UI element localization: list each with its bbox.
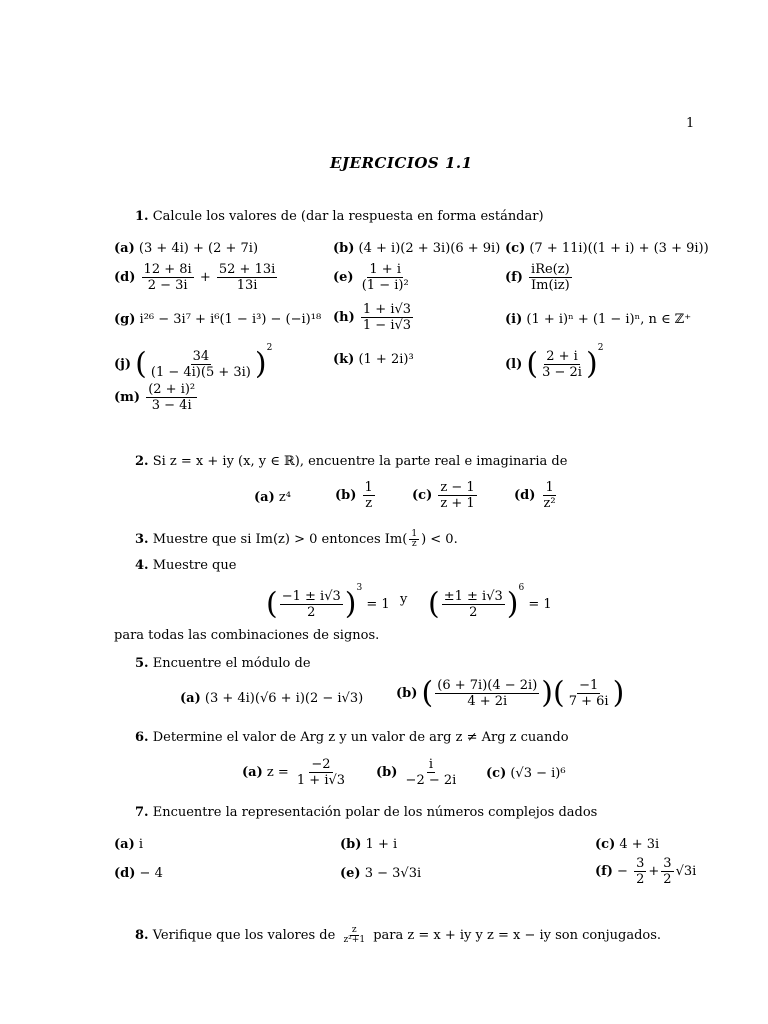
right-paren: ) [612,675,625,711]
denominator: 13i [236,278,258,293]
fraction [361,302,413,333]
ex2-item-c [412,480,479,511]
fraction [149,349,253,380]
fraction [360,262,411,293]
item-expr: (1 + i)ⁿ + (1 − i)ⁿ, n ∈ ℤ⁺ [526,312,692,327]
denominator: 2 − 3i [147,278,188,293]
denominator: 2 [636,872,645,887]
item-expr: − 4 [139,866,163,881]
ex1-item-l [505,340,603,380]
ex6-item-a [242,757,349,788]
numerator: 1 [545,480,554,495]
exercise-text: Muestre que si Im(z) > 0 entonces Im( [152,532,408,547]
item-expr: z⁴ [278,490,291,505]
exercise-number: 1. [135,209,149,224]
ex1-item-g [114,312,321,328]
ex7-item-e [340,866,421,882]
item-prefix: z = [266,765,289,780]
item-label: (k) [333,352,355,367]
fraction [363,480,375,511]
denominator: z²+1 [343,935,366,945]
exercise-text: Muestre que [152,558,237,573]
numerator: −1 [579,678,599,693]
numerator: 1 + i√3 [362,302,412,317]
item-label: (f) [595,864,613,879]
denominator: (1 − 4i)(5 + 3i) [150,365,251,380]
equals: = 1 [366,597,390,612]
ex4-after-text: para todas las combinaciones de signos. [114,628,380,643]
operator: + [648,864,660,879]
fraction [438,480,476,511]
ex2-item-a [254,490,291,506]
item-expr: (1 + 2i)³ [358,352,414,367]
fraction [442,589,505,620]
numerator: −1 ± i√3 [281,589,341,604]
denominator: z [411,539,417,549]
item-prefix: − [617,864,628,879]
left-paren: ( [526,346,539,382]
item-label: (c) [595,837,616,852]
item-expr: i [138,837,144,852]
exponent: 2 [597,343,604,353]
ex1-item-m [114,382,199,413]
ex4-connector: y [400,592,408,607]
exponent: 2 [266,343,273,353]
fraction [435,678,539,709]
item-label: (j) [114,357,132,372]
exercise-3-statement [135,530,458,549]
exercise-number: 2. [135,454,149,469]
exponent: 6 [518,583,525,593]
left-paren: ( [135,346,147,382]
ex1-item-k [333,352,414,368]
numerator: ±1 ± i√3 [443,589,503,604]
exponent: 3 [356,583,363,593]
operator: + [199,270,211,285]
exercise-number: 4. [135,558,149,573]
item-label: (h) [333,310,355,325]
item-label: (b) [376,765,398,780]
exercise-text: Calcule los valores de (dar la respuesta en forma estándar) [152,209,544,224]
denominator: 2 [663,872,672,887]
item-label: (b) [333,241,355,256]
item-label: (f) [505,270,523,285]
item-expr: i²⁶ − 3i⁷ + i⁶(1 − i³) − (−i)¹⁸ [139,312,322,327]
exercise-text: Encuentre el módulo de [152,656,311,671]
fraction [529,262,572,293]
item-label: (c) [486,766,507,781]
item-label: (i) [505,312,523,327]
item-expr: (3 + 4i) + (2 + 7i) [138,241,259,256]
ex1-item-f [505,262,574,293]
ex7-item-b [340,837,397,853]
ex7-item-d [114,866,163,882]
item-expr: 3 − 3√3i [364,866,422,881]
fraction [567,678,611,709]
left-paren: ( [266,586,278,622]
exercise-number: 6. [135,730,149,745]
ex5-item-a [180,691,363,707]
left-paren: ( [553,675,565,711]
right-paren: ) [344,586,357,622]
denominator: (1 − i)² [361,278,409,293]
exercise-text: Verifique que los valores de [152,928,336,943]
ex1-item-c [505,241,709,257]
numerator: 2 + i [546,349,578,364]
equals: = 1 [528,597,552,612]
item-label: (l) [505,357,523,372]
exercise-number: 3. [135,532,149,547]
numerator: 1 [364,480,373,495]
denominator: 1 + i√3 [296,773,346,788]
exercise-text: ) < 0. [421,532,458,547]
fraction [341,926,367,945]
ex1-item-i [505,312,691,328]
item-label: (c) [505,241,526,256]
ex7-item-c [595,837,659,853]
ex5-item-b [396,675,625,711]
item-label: (d) [514,488,536,503]
right-paren: ) [541,675,553,711]
fraction [634,856,646,887]
denominator: 2 [307,605,316,620]
exercise-4-statement [135,558,236,574]
fraction [146,382,197,413]
exercise-text: Determine el valor de Arg z y un valor de arg z ≠ Arg z cuando [152,730,569,745]
numerator: 12 + 8i [143,262,192,277]
item-label: (a) [114,241,135,256]
fraction [661,856,673,887]
item-label: (b) [335,488,357,503]
numerator: (2 + i)² [148,382,196,397]
denominator: 3 − 4i [151,398,192,413]
numerator: 1 [411,529,418,539]
denominator: 7 + 6i [568,694,609,709]
exercise-1-statement [135,209,544,225]
item-label: (c) [412,488,433,503]
denominator: 4 + 2i [467,694,508,709]
exercise-text: Encuentre la representación polar de los números complejos dados [152,805,598,820]
left-paren: ( [428,586,440,622]
numerator: z − 1 [440,480,475,495]
ex1-item-h [333,302,415,333]
numerator: 3 [636,856,645,871]
denominator: 1 − i√3 [362,318,412,333]
numerator: 52 + 13i [218,262,276,277]
left-paren: ( [421,675,434,711]
item-label: (a) [114,837,135,852]
right-paren: ) [254,346,267,382]
page-title: EJERCICIOS 1.1 [330,154,473,172]
ex1-item-j [114,340,272,380]
numerator: 34 [192,349,210,364]
fraction [280,589,343,620]
ex6-item-c [486,766,566,782]
ex1-item-e [333,262,413,293]
item-suffix: √3i [675,864,697,879]
denominator: z [365,496,373,511]
ex7-item-a [114,837,143,853]
denominator: Im(iz) [531,278,570,293]
item-label: (b) [396,686,418,701]
fraction [295,757,347,788]
item-label: (g) [114,312,136,327]
fraction [217,262,277,293]
ex1-item-d [114,262,279,293]
ex1-item-a [114,241,258,257]
numerator: i [428,757,433,772]
fraction [404,757,459,788]
exercise-number: 8. [135,928,149,943]
exercise-text: para z = x + iy y z = x − iy son conjugados. [373,928,662,943]
ex1-item-b [333,241,500,257]
item-label: (m) [114,390,141,405]
exercise-8-statement [135,926,661,945]
exercise-7-statement [135,805,597,821]
item-expr: (7 + 11i)((1 + i) + (3 + 9i)) [529,241,709,256]
exercise-number: 7. [135,805,149,820]
item-label: (b) [340,837,362,852]
exercise-6-statement [135,730,569,746]
item-expr: 1 + i [365,837,398,852]
page-number: 1 [686,116,695,131]
item-label: (e) [333,270,354,285]
ex4-equation-1 [266,580,390,620]
numerator: 1 + i [369,262,401,277]
item-expr: (√3 − i)⁶ [510,766,566,781]
fraction [409,530,419,549]
item-label: (a) [254,490,275,505]
denominator: −2 − 2i [405,773,457,788]
numerator: (6 + 7i)(4 − 2i) [437,678,538,693]
denominator: 3 − 2i [542,365,582,380]
numerator: z [351,925,357,935]
item-label: (e) [340,866,361,881]
ex7-item-f [595,856,696,887]
numerator: −2 [311,757,331,772]
ex2-item-b [335,480,377,511]
denominator: z + 1 [440,496,475,511]
fraction [142,262,194,293]
numerator: iRe(z) [531,262,570,277]
right-paren: ) [506,586,519,622]
item-expr: (3 + 4i)(√6 + i)(2 − i√3) [204,691,364,706]
exercise-5-statement [135,656,311,672]
exercise-number: 5. [135,656,149,671]
right-paren: ) [585,346,598,382]
item-expr: (4 + i)(2 + 3i)(6 + 9i) [358,241,501,256]
ex4-equation-2 [428,580,552,620]
numerator: 3 [663,856,672,871]
item-label: (d) [114,866,136,881]
exercise-2-statement [135,454,567,470]
ex2-item-d [514,480,560,511]
fraction [540,349,584,380]
item-label: (d) [114,270,136,285]
item-expr: 4 + 3i [619,837,660,852]
fraction [542,480,558,511]
denominator: 2 [469,605,478,620]
item-label: (a) [180,691,201,706]
ex6-item-b [376,757,460,788]
item-label: (a) [242,765,263,780]
denominator: z² [543,496,556,511]
exercise-text: Si z = x + iy (x, y ∈ ℝ), encuentre la parte real e imaginaria de [152,454,568,469]
